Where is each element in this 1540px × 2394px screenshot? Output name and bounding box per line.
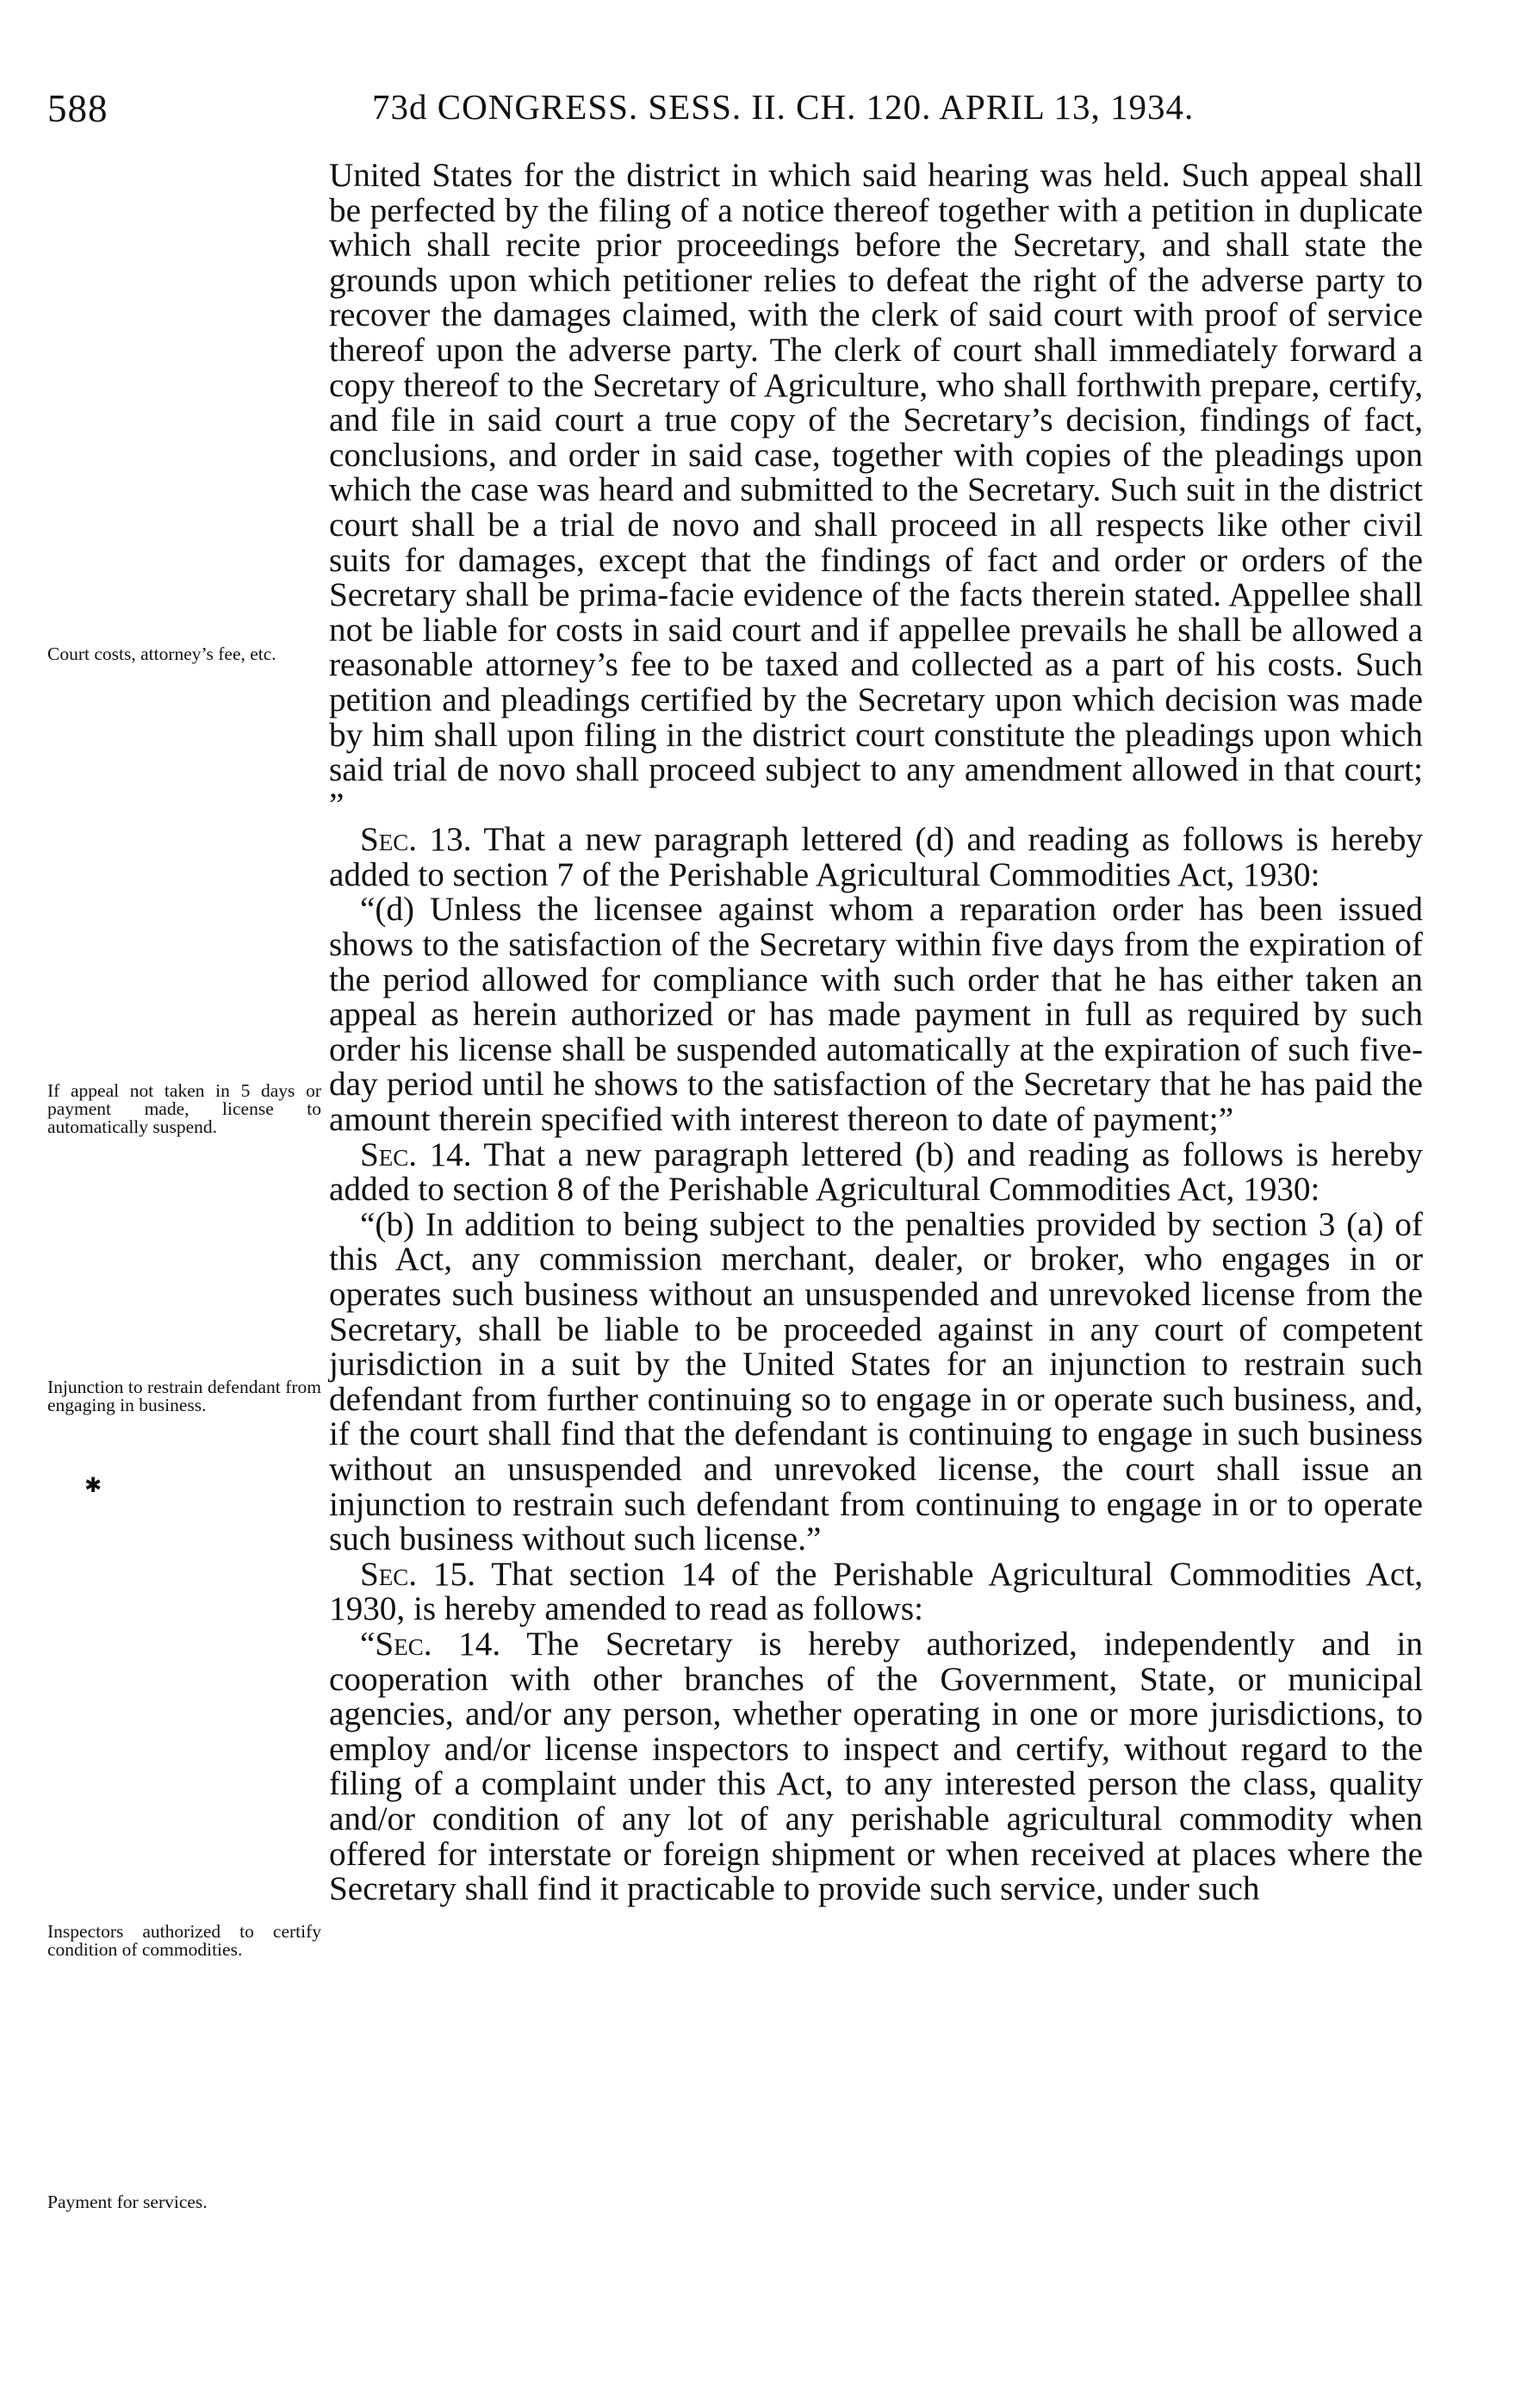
margin-note-court-costs: Court costs, attorney’s fee, etc. (47, 644, 276, 664)
open-quote: “ (360, 1625, 376, 1663)
running-head: 73d CONGRESS. SESS. II. CH. 120. APRIL 13, 1934. (372, 87, 1195, 127)
margin-note-inspectors: Inspectors authorized to certify condition of commodities. (47, 1921, 321, 1960)
paragraph-sec-15 (329, 1555, 1424, 1628)
section-text: That a new paragraph lettered (b) and reading as follows is hereby added to section 8 of the Perishable Agricultural Commodities Act, 1930: (329, 1135, 1424, 1209)
paragraph-amended-sec-14 (329, 1627, 1423, 1907)
body-text (329, 159, 1423, 1907)
section-label: Sec. 14. (360, 1135, 472, 1173)
paragraph-sec-13 (329, 823, 1423, 892)
page-number: 588 (47, 87, 109, 130)
paragraph-appeal-continuation: United States for the district in which said hearing was held. Such appeal shall be perfected by the filing of a notice thereof together with a petition in duplicate which shall recite prior proceedings before the Secretary, and shall state the grounds upon which petitioner relies to defeat the right of the adverse party to recover the damages claimed, with the clerk of said court with proof of service thereof upon the adverse party. The clerk of court shall immediately forward a copy thereof to the Secretary of Agriculture, who shall forthwith prepare, certify, and file in said court a true copy of the Secretary’s decision, findings of fact, conclusions, and order in said case, together with copies of the pleadings upon which the case was heard and submitted to the Secretary. Such suit in the district court shall be a trial de novo and shall proceed in all respects like other civil suits for damages, except that the findings of fact and order or orders of the Secretary shall be prima-facie evidence of the facts therein stated. Appellee shall not be liable for costs in said court and if appellee prevails he shall be allowed a reasonable attorney’s fee to be taxed and collected as a part of his costs. Such petition and pleadings certified by the Secretary upon which decision was made by him shall upon filing in the district court constitute the pleadings upon which said trial de novo shall proceed subject to any amendment allowed in that court; ” (329, 157, 1423, 824)
margin-note-payment: Payment for services. (47, 2192, 208, 2212)
section-text: That section 14 of the Perishable Agricultural Commodities Act, 1930, is hereby amended to read as follows: (329, 1555, 1424, 1628)
paragraph-sec-14 (329, 1135, 1424, 1209)
section-text: That a new paragraph lettered (d) and reading as follows is hereby added to section 7 of the Perishable Agricultural Commodities Act, 1930: (329, 821, 1424, 893)
paragraph-b: “(b) In addition to being subject to the penalties provided by section 3 (a) of this Act, any commission merchant, dealer, or broker, who engages in or operates such business without an unsuspended and unrevoked license from the Secretary, shall be liable to be proceeded against in any court of competent jurisdiction in a suit by the United States for an injunction to restrain such defendant from further continuing so to engage in or operate such business, and, if the court shall find that the defendant is continuing to engage in such business without an unsuspended and unrevoked license, the court shall issue an injunction to restrain such defendant from continuing to engage in or to operate such business without such license.” (329, 1205, 1423, 1558)
asterisk-mark: ✱ (84, 1475, 102, 1497)
margin-note-injunction: Injunction to restrain defendant from engaging in business. (47, 1377, 321, 1415)
section-label: Sec. 13. (360, 821, 472, 859)
paragraph-d: “(d) Unless the licensee against whom a reparation order has been issued shows to the satisfaction of the Secretary within five days from the expiration of the period allowed for compliance with such order that he has either taken an appeal as herein authorized or has made payment in full as required by such order his license shall be suspended automatically at the expiration of such five-day period until he shows to the satisfaction of the Secretary that he has paid the amount therein specified with interest thereon to date of payment;” (329, 891, 1423, 1139)
section-label: Sec. 14. (375, 1625, 501, 1663)
section-label: Sec. 15. (360, 1555, 475, 1593)
section-text: The Secretary is hereby authorized, independently and in cooperation with other branches of the Government, State, or municipal agencies, and/or any person, whether operating in one or more jurisdictions, to employ and/or license inspectors to inspect and certify, without regard to the filing of a complaint under this Act, to any interested person the class, quality and/or condition of any lot of any perishable agricultural commodity when offered for interstate or foreign shipment or when received at places where the Secretary shall find it practicable to provide such service, under such (329, 1625, 1424, 1908)
margin-note-appeal-not-taken: If appeal not taken in 5 days or payment made, license to automatically suspend. (47, 1080, 321, 1137)
